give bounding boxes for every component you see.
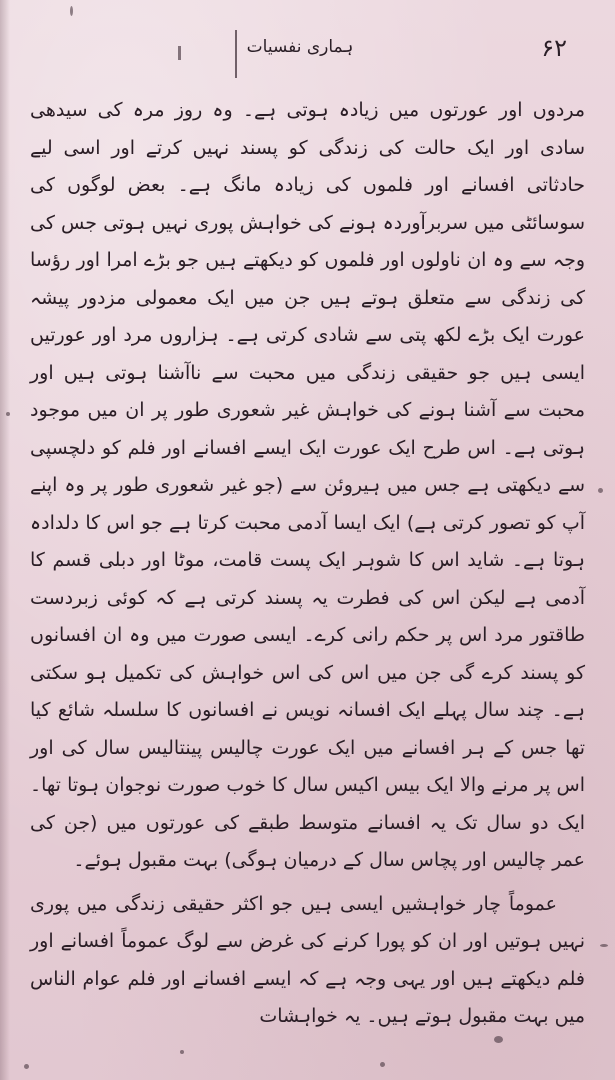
paper-speck (494, 1036, 503, 1043)
page-header (30, 28, 585, 78)
paper-speck (24, 1064, 29, 1069)
paragraph-2: عموماً چار خواہشیں ایسی ہیں جو اکثر حقیقی زندگی میں پوری نہیں ہوتیں اور ان کو پورا کرنے کی غرض سے لوگ عموماً افسانے اور فلم دیکھتے ہیں اور یہی وجہ ہے کہ ایسے افسانے اور فلم عوام الناس میں بہت مقبول ہوتے ہیں۔ یہ خواہشات (30, 892, 585, 1027)
paper-speck (600, 944, 608, 947)
paper-speck (6, 412, 10, 416)
page-number: ۶۲ (541, 34, 567, 62)
paper-speck (380, 1062, 385, 1067)
paper-speck (70, 6, 73, 16)
paper-speck (180, 1050, 184, 1054)
header-tick-mark (178, 46, 181, 60)
page-body (30, 92, 585, 1036)
paper-speck (598, 488, 603, 493)
paragraph-1: مردوں اور عورتوں میں زیادہ ہوتی ہے۔ وہ روز مرہ کی سیدھی سادی اور ایک حالت کی زندگی کو پسند نہیں کرتے اور اسی لیے حادثاتی افسانے اور فلموں کی زیادہ مانگ ہے۔ بعض لوگوں کی سوسائٹی میں سربرآوردہ ہونے کی خواہش پوری نہیں ہوتی جس کی وجہ سے وہ ان ناولوں اور فلموں کو دیکھتے ہیں جو بڑے امرا اور رؤسا کی زندگی سے متعلق ہوتے ہیں جن میں ایک معمولی مزدور پیشہ عورت ایک بڑے لکھ پتی سے شادی کرتی ہے۔ ہزاروں مرد اور عورتیں ایسی ہیں جو حقیقی زندگی میں محبت سے ناآشنا ہوتی ہیں اور محبت سے آشنا ہونے کی خواہش غیر شعوری طور پر ان میں موجود ہوتی ہے۔ اس طرح ایک عورت ایک ایسے افسانے اور فلم کو دلچسپی سے دیکھتی ہے جس میں ہیروئن سے (جو غیر شعوری طور پر وہ اپنے آپ کو تصور کرتی ہے) ایک ایسا آدمی محبت کرتا ہے جو اس کا دلدادہ ہوتا ہے۔ شاید اس کا شوہر ایک پست قامت، موٹا اور دبلی قسم کا آدمی ہے لیکن اس کی فطرت یہ پسند کرتی ہے کہ کوئی زبردست طاقتور مرد اس پر حکم رانی کرے۔ ایسی صورت میں وہ ان افسانوں کو پسند کرے گی جن میں اس کی اس خواہش کی تکمیل ہو سکتی ہے۔ چند سال پہلے ایک افسانہ نویس نے افسانوں کا سلسلہ شائع کیا تھا جس کے ہر افسانے میں ایک عورت چالیس پینتالیس سال کی اور اس پر مرنے والا ایک بیس اکیس سال کا خوب صورت نوجوان ہوتا تھا۔ ایک دو سال تک یہ افسانے متوسط طبقے کی عورتوں میں (جن کی عمر چالیس اور پچاس سال کے درمیان ہوگی) بہت مقبول ہوئے۔ (30, 99, 585, 871)
running-title: ہماری نفسیات (246, 37, 354, 57)
